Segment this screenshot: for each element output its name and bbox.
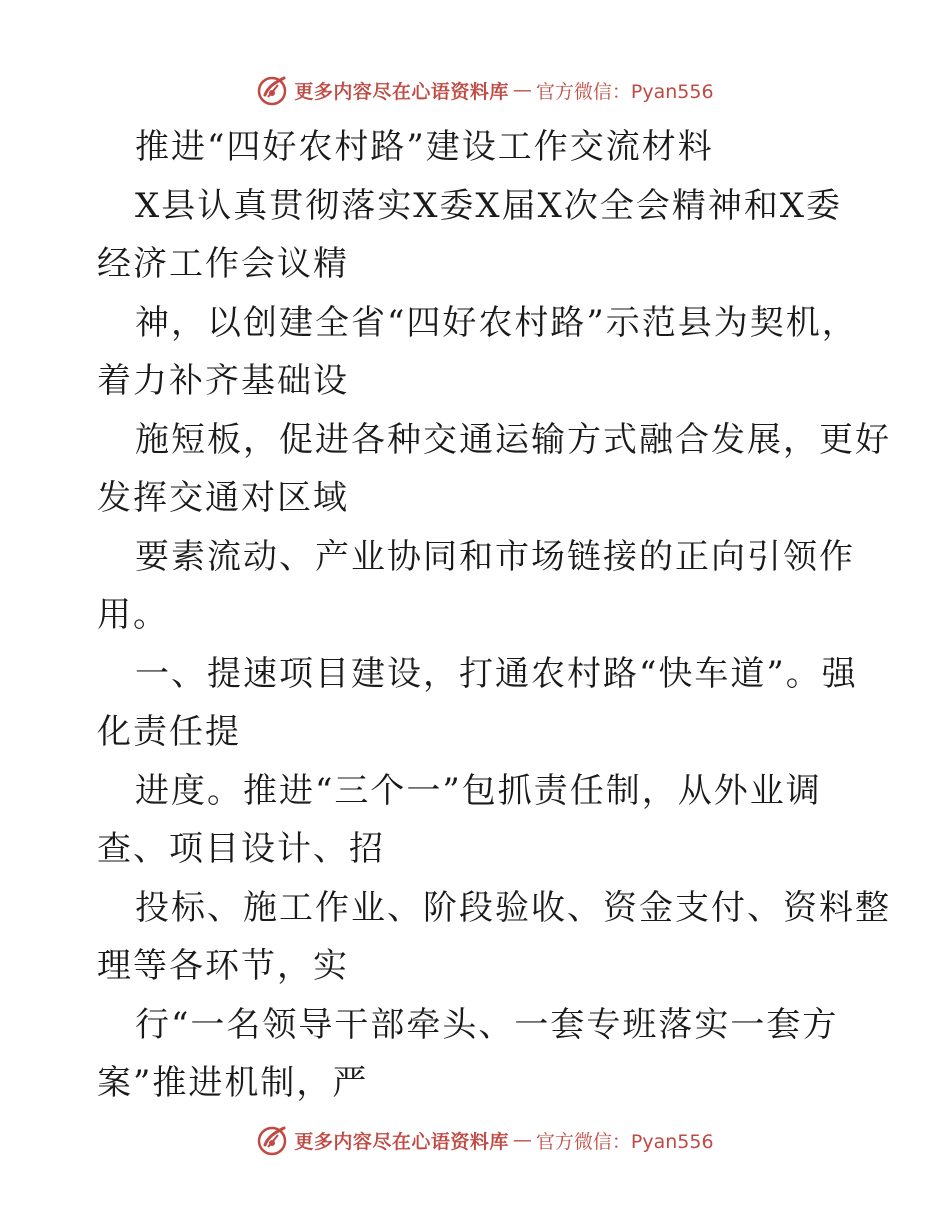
watermark-group [256, 73, 713, 107]
watermark-banner-bottom [0, 1120, 950, 1160]
text-line: 查、项目设计、招 [97, 829, 385, 869]
text-line: 投标、施工作业、阶段验收、资金支付、资料整 [135, 887, 891, 928]
text-line: 用。 [97, 595, 169, 635]
text-line: 行“一名领导干部牵头、一套专班落实一套方 [135, 1004, 839, 1045]
text-line: 案”推进机制，严 [97, 1063, 369, 1103]
watermark-separator: — [512, 79, 532, 101]
brand-logo-icon [256, 1123, 290, 1157]
watermark-separator: — [512, 1129, 532, 1151]
watermark-brand: 更多内容尽在心语资料库 [294, 80, 509, 103]
text-line: 进度。推进“三个一”包抓责任制，从外业调 [135, 770, 822, 811]
watermark-banner-top [0, 70, 950, 110]
text-line: X县认真贯彻落实X委X届X次全会精神和X委 [135, 185, 843, 226]
text-line: 要素流动、产业协同和市场链接的正向引领作 [135, 536, 855, 577]
watermark-contact: 官方微信：Pyan556 [535, 1130, 714, 1153]
watermark-brand: 更多内容尽在心语资料库 [294, 1130, 509, 1153]
section-heading-line: 一、提速项目建设，打通农村路“快车道”。强 [135, 653, 858, 694]
text-line: 经济工作会议精 [97, 244, 349, 284]
text-line: 化责任提 [97, 712, 241, 752]
text-line: 神，以创建全省“四好农村路”示范县为契机， [135, 302, 858, 343]
document-title: 推进“四好农村路”建设工作交流材料 [135, 127, 714, 167]
watermark-contact: 官方微信：Pyan556 [535, 80, 714, 103]
document-body [97, 118, 891, 1113]
text-line: 发挥交通对区域 [97, 478, 349, 518]
watermark-group [256, 1123, 713, 1157]
text-line: 着力补齐基础设 [97, 361, 349, 401]
brand-logo-icon [256, 73, 290, 107]
text-line: 施短板，促进各种交通运输方式融合发展，更好 [135, 419, 891, 460]
text-line: 理等各环节，实 [97, 946, 349, 986]
